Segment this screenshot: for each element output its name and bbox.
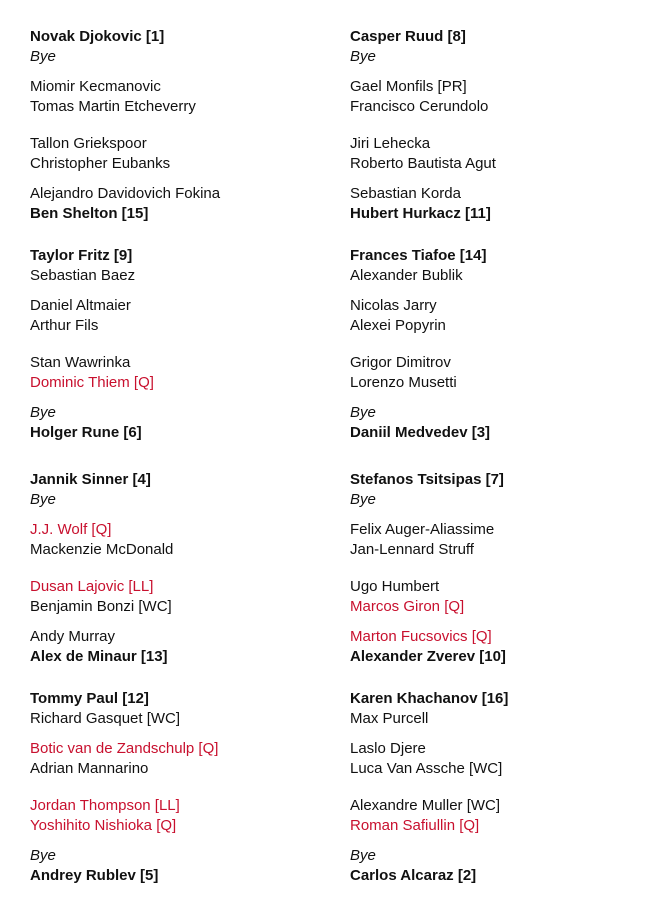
player-entry: Francisco Cerundolo bbox=[350, 98, 489, 115]
player-entry: Dusan Lajovic [LL] bbox=[30, 578, 154, 595]
bye-entry: Bye bbox=[30, 404, 56, 421]
player-entry: Alexander Bublik bbox=[350, 267, 463, 284]
player-entry: Ben Shelton [15] bbox=[30, 205, 149, 222]
player-entry: Alexandre Muller [WC] bbox=[350, 797, 501, 814]
player-entry: Yoshihito Nishioka [Q] bbox=[30, 817, 177, 834]
bye-entry: Bye bbox=[30, 48, 56, 65]
player-entry: Luca Van Assche [WC] bbox=[350, 760, 503, 777]
player-entry: Grigor Dimitrov bbox=[350, 354, 451, 371]
player-entry: Stefanos Tsitsipas [7] bbox=[350, 471, 504, 488]
player-entry: Lorenzo Musetti bbox=[350, 374, 457, 391]
player-entry: Tommy Paul [12] bbox=[30, 690, 149, 707]
player-entry: Laslo Djere bbox=[350, 740, 426, 757]
player-entry: Dominic Thiem [Q] bbox=[30, 374, 154, 391]
player-entry: Arthur Fils bbox=[30, 317, 99, 334]
player-entry: Adrian Mannarino bbox=[30, 760, 149, 777]
player-entry: Alejandro Davidovich Fokina bbox=[30, 185, 221, 202]
player-entry: Gael Monfils [PR] bbox=[350, 78, 467, 95]
player-entry: Tomas Martin Etcheverry bbox=[30, 98, 196, 115]
player-entry: Christopher Eubanks bbox=[30, 155, 171, 172]
player-entry: Jiri Lehecka bbox=[350, 135, 431, 152]
player-entry: Daniil Medvedev [3] bbox=[350, 424, 491, 441]
bye-entry: Bye bbox=[30, 847, 56, 864]
player-entry: Jannik Sinner [4] bbox=[30, 471, 151, 488]
player-entry: Alex de Minaur [13] bbox=[30, 648, 168, 665]
player-entry: Max Purcell bbox=[350, 710, 429, 727]
player-entry: Botic van de Zandschulp [Q] bbox=[30, 740, 219, 757]
bye-entry: Bye bbox=[350, 491, 376, 508]
bye-entry: Bye bbox=[350, 847, 376, 864]
player-entry: Frances Tiafoe [14] bbox=[350, 247, 487, 264]
player-entry: Holger Rune [6] bbox=[30, 424, 142, 441]
player-entry: Daniel Altmaier bbox=[30, 297, 131, 314]
player-entry: Sebastian Baez bbox=[30, 267, 136, 284]
bye-entry: Bye bbox=[350, 404, 376, 421]
player-entry: Roman Safiullin [Q] bbox=[350, 817, 480, 834]
player-entry: Sebastian Korda bbox=[350, 185, 461, 202]
player-entry: Felix Auger-Aliassime bbox=[350, 521, 495, 538]
player-entry: Richard Gasquet [WC] bbox=[30, 710, 181, 727]
player-entry: Alexei Popyrin bbox=[350, 317, 446, 334]
player-entry: Carlos Alcaraz [2] bbox=[350, 867, 477, 884]
player-entry: Andrey Rublev [5] bbox=[30, 867, 159, 884]
player-entry: Jan-Lennard Struff bbox=[350, 541, 474, 558]
player-entry: Jordan Thompson [LL] bbox=[30, 797, 180, 814]
bye-entry: Bye bbox=[350, 48, 376, 65]
player-entry: Roberto Bautista Agut bbox=[350, 155, 496, 172]
player-entry: Miomir Kecmanovic bbox=[30, 78, 161, 95]
player-entry: Tallon Griekspoor bbox=[30, 135, 147, 152]
player-entry: Nicolas Jarry bbox=[350, 297, 437, 314]
player-entry: Marcos Giron [Q] bbox=[350, 598, 465, 615]
player-entry: Stan Wawrinka bbox=[30, 354, 131, 371]
player-entry: Mackenzie McDonald bbox=[30, 541, 174, 558]
player-entry: Marton Fucsovics [Q] bbox=[350, 628, 492, 645]
player-entry: Karen Khachanov [16] bbox=[350, 690, 509, 707]
player-entry: Hubert Hurkacz [11] bbox=[350, 205, 491, 222]
player-entry: Ugo Humbert bbox=[350, 578, 440, 595]
player-entry: Casper Ruud [8] bbox=[350, 28, 466, 45]
player-entry: Novak Djokovic [1] bbox=[30, 28, 165, 45]
player-entry: J.J. Wolf [Q] bbox=[30, 521, 112, 538]
player-entry: Taylor Fritz [9] bbox=[30, 247, 133, 264]
player-entry: Andy Murray bbox=[30, 628, 116, 645]
player-entry: Benjamin Bonzi [WC] bbox=[30, 598, 172, 615]
player-entry: Alexander Zverev [10] bbox=[350, 648, 506, 665]
bye-entry: Bye bbox=[30, 491, 56, 508]
